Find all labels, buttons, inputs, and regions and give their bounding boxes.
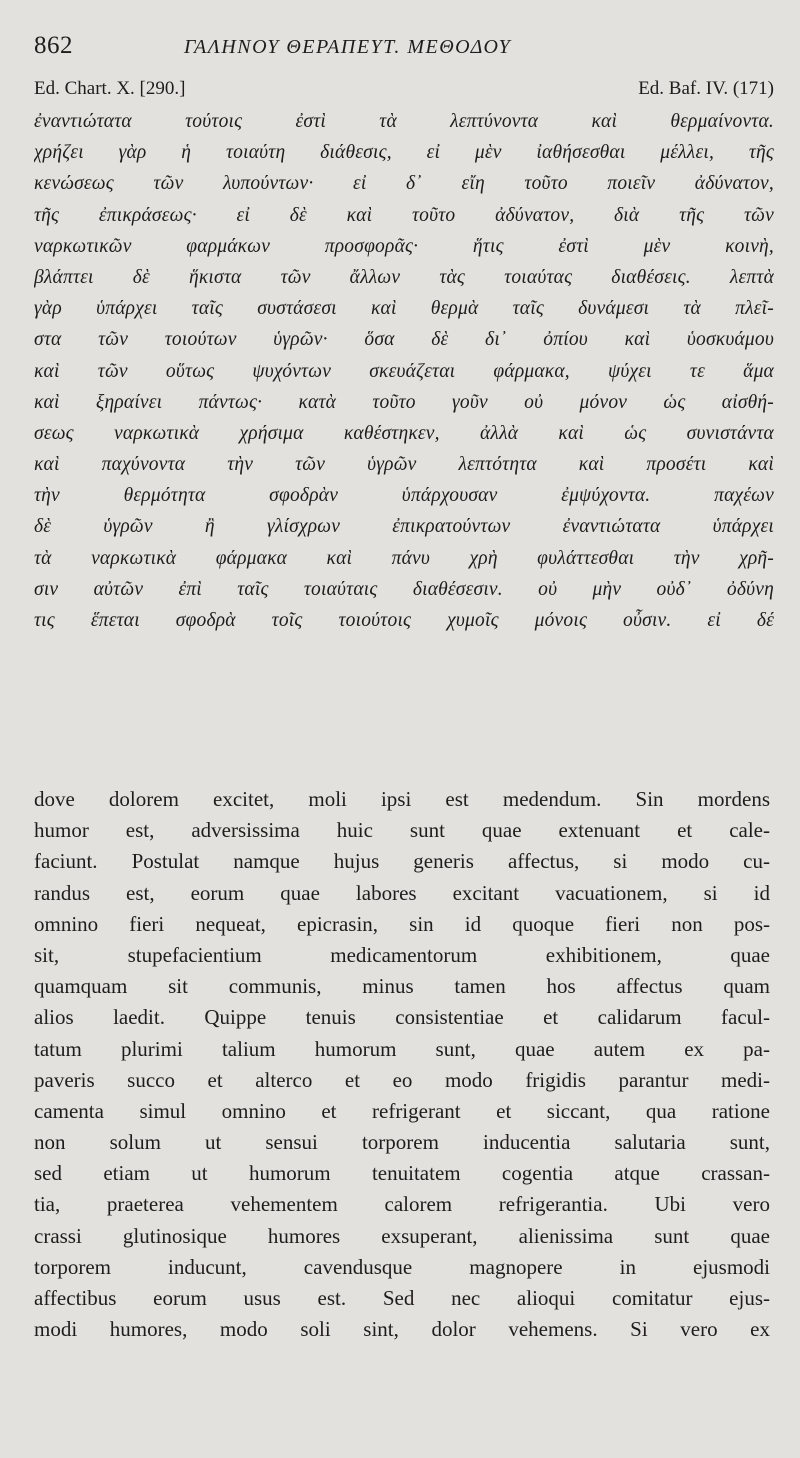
latin-text-line: randus est, eorum quae labores excitant vacuationem, si id	[34, 880, 770, 905]
latin-text-line: sed etiam ut humorum tenuitatem cogentia atque crassan-	[34, 1161, 770, 1186]
greek-text-line: ἐναντιώτατα τούτοις ἐστὶ τὰ λεπτύνοντα καὶ θερμαίνοντα.	[34, 111, 774, 132]
latin-text-line: tatum plurimi talium humorum sunt, quae autem ex pa-	[34, 1036, 770, 1061]
latin-text-line: humor est, adversissima huic sunt quae extenuant et cale-	[34, 818, 770, 843]
latin-text-line: modi humores, modo soli sint, dolor vehemens. Si vero ex	[34, 1317, 770, 1342]
latin-text-line: dove dolorem excitet, moli ipsi est medendum. Sin mordens	[34, 787, 770, 811]
latin-text-line: sit, stupefacientium medicamentorum exhibitionem, quae	[34, 942, 770, 967]
latin-text-line: non solum ut sensui torporem inducentia salutaria sunt,	[34, 1130, 770, 1155]
greek-text-block	[34, 106, 774, 636]
latin-text-line: camenta simul omnino et refrigerant et siccant, qua ratione	[34, 1098, 770, 1123]
latin-text-line: tia, praeterea vehementem calorem refrigerantia. Ubi vero	[34, 1192, 770, 1217]
page-number: 862	[34, 32, 73, 59]
latin-text-line: omnino fieri nequeat, epicrasin, sin id quoque fieri non pos-	[34, 911, 770, 936]
latin-text-line: paveris succo et alterco et eo modo frigidis parantur medi-	[34, 1067, 770, 1092]
edition-reference-line	[34, 78, 774, 104]
latin-text-line: torporem inducunt, cavendusque magnopere in ejusmodi	[34, 1254, 770, 1279]
greek-text-line: στα τῶν τοιούτων ὑγρῶν· ὅσα δὲ δι᾿ ὀπίου καὶ ὑοσκυάμου	[34, 329, 774, 351]
latin-text-line: crassi glutinosique humores exsuperant, alienissima sunt quae	[34, 1223, 770, 1248]
greek-text-line: σιν αὐτῶν ἐπὶ ταῖς τοιαύταις διαθέσεσιν. οὐ μὴν οὐδ᾿ ὀδύνη	[34, 578, 774, 600]
latin-text-line: alios laedit. Quippe tenuis consistentiae et calidarum facul-	[34, 1005, 770, 1030]
greek-text-line: τις ἕπεται σφοδρὰ τοῖς τοιούτοις χυμοῖς μόνοις οὖσιν. εἰ δέ	[34, 610, 774, 631]
greek-text-line: σεως ναρκωτικὰ χρήσιμα καθέστηκεν, ἀλλὰ καὶ ὡς συνιστάντα	[34, 422, 774, 444]
greek-text-line: τὰ ναρκωτικὰ φάρμακα καὶ πάνυ χρὴ φυλάττεσθαι τὴν χρῆ-	[34, 547, 774, 569]
greek-text-line: τὴν θερμότητα σφοδρὰν ὑπάρχουσαν ἐμψύχοντα. παχέων	[34, 485, 774, 507]
latin-text-line: faciunt. Postulat namque hujus generis affectus, si modo cu-	[34, 849, 770, 874]
greek-text-line: δὲ ὑγρῶν ἢ γλίσχρων ἐπικρατούντων ἐναντιώτατα ὑπάρχει	[34, 516, 774, 538]
greek-text-line: βλάπτει δὲ ἥκιστα τῶν ἄλλων τὰς τοιαύτας διαθέσεις. λεπτὰ	[34, 266, 774, 288]
greek-text-line: ναρκωτικῶν φαρμάκων προσφορᾶς· ἥτις ἐστὶ μὲν κοινὴ,	[34, 235, 774, 257]
greek-text-line: γὰρ ὑπάρχει ταῖς συστάσεσι καὶ θερμὰ ταῖς δυνάμεσι τὰ πλεῖ-	[34, 298, 774, 320]
latin-text-line: quamquam sit communis, minus tamen hos affectus quam	[34, 974, 770, 999]
greek-text-line: καὶ παχύνοντα τὴν τῶν ὑγρῶν λεπτότητα καὶ προσέτι καὶ	[34, 454, 774, 476]
page-header	[34, 32, 774, 66]
greek-text-line: καὶ ξηραίνει πάντως· κατὰ τοῦτο γοῦν οὐ μόνον ὡς αἰσθή-	[34, 391, 774, 413]
greek-text-line: χρήζει γὰρ ἡ τοιαύτη διάθεσις, εἰ μὲν ἰαθήσεσθαι μέλλει, τῆς	[34, 142, 774, 164]
greek-text-line: τῆς ἐπικράσεως· εἰ δὲ καὶ τοῦτο ἀδύνατον, διὰ τῆς τῶν	[34, 204, 774, 226]
running-title: ΓΑΛΗΝΟΥ ΘΕΡΑΠΕΥΤ. ΜΕΘΟΔΟΥ	[184, 36, 512, 58]
edition-chartier-ref: Ed. Chart. X. [290.]	[34, 78, 186, 99]
greek-text-line: καὶ τῶν οὕτως ψυχόντων σκευάζεται φάρμακα, ψύχει τε ἅμα	[34, 360, 774, 382]
latin-text-block	[34, 784, 770, 1345]
greek-text-line: κενώσεως τῶν λυπούντων· εἰ δ᾿ εἴη τοῦτο ποιεῖν ἀδύνατον,	[34, 173, 774, 195]
edition-basel-ref: Ed. Baf. IV. (171)	[638, 78, 774, 99]
latin-text-line: affectibus eorum usus est. Sed nec alioqui comitatur ejus-	[34, 1286, 770, 1310]
